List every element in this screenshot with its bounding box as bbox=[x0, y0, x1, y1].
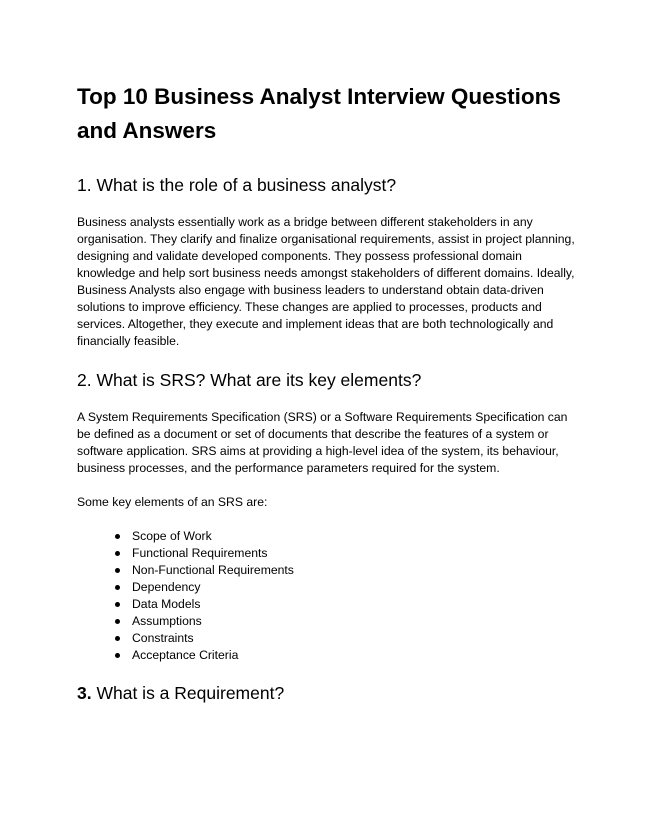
list-item-text: Dependency bbox=[132, 580, 201, 594]
bullet-icon bbox=[115, 602, 120, 607]
bullet-icon bbox=[115, 568, 120, 573]
list-item-text: Scope of Work bbox=[132, 529, 212, 543]
section-1-paragraph: Business analysts essentially work as a bridge between different stakeholders in any organisation. They clarify and finalize organisational requirements, assist in project planning, designing and validate developed components. They possess professional domain knowledge and help sort business needs amongst stakeholders of different domains. Ideally, Business Analysts also engage with business leaders to understand obtain data-driven solutions to improve efficiency. These changes are applied to processes, products and services. Altogether, they execute and implement ideas that are both technologically and financially feasible. bbox=[77, 215, 575, 348]
list-item bbox=[115, 562, 577, 579]
list-item-text: Data Models bbox=[132, 597, 201, 611]
list-item bbox=[115, 579, 577, 596]
section-3-heading-number: 3. bbox=[77, 683, 92, 703]
section-1-heading: 1. What is the role of a business analyst? bbox=[77, 175, 397, 195]
srs-elements-intro: Some key elements of an SRS are: bbox=[77, 495, 268, 509]
list-item bbox=[115, 545, 577, 562]
bullet-icon bbox=[115, 585, 120, 590]
document-page bbox=[77, 80, 577, 704]
list-item-text: Functional Requirements bbox=[132, 546, 268, 560]
bullet-icon bbox=[115, 551, 120, 556]
list-item-text: Acceptance Criteria bbox=[132, 648, 239, 662]
list-item-text: Non-Functional Requirements bbox=[132, 563, 294, 577]
bullet-icon bbox=[115, 619, 120, 624]
section-3-heading-text: What is a Requirement? bbox=[91, 683, 285, 703]
document-title: Top 10 Business Analyst Interview Questions and Answers bbox=[77, 84, 561, 143]
list-item-text: Constraints bbox=[132, 631, 194, 645]
list-item-text: Assumptions bbox=[132, 614, 202, 628]
section-2-paragraph: A System Requirements Specification (SRS) or a Software Requirements Specification can be defined as a document or set of documents that describe the features of a system or software application. SRS aims at providing a high-level idea of the system, its behaviour, business processes, and the performance parameters required for the system. bbox=[77, 410, 568, 475]
section-3-heading bbox=[77, 682, 577, 704]
list-item bbox=[115, 647, 577, 664]
bullet-icon bbox=[115, 534, 120, 539]
list-item bbox=[115, 630, 577, 647]
bullet-icon bbox=[115, 653, 120, 658]
list-item bbox=[115, 596, 577, 613]
srs-elements-list bbox=[77, 528, 577, 664]
section-2-heading: 2. What is SRS? What are its key elements? bbox=[77, 370, 422, 390]
list-item bbox=[115, 528, 577, 545]
list-item bbox=[115, 613, 577, 630]
bullet-icon bbox=[115, 636, 120, 641]
